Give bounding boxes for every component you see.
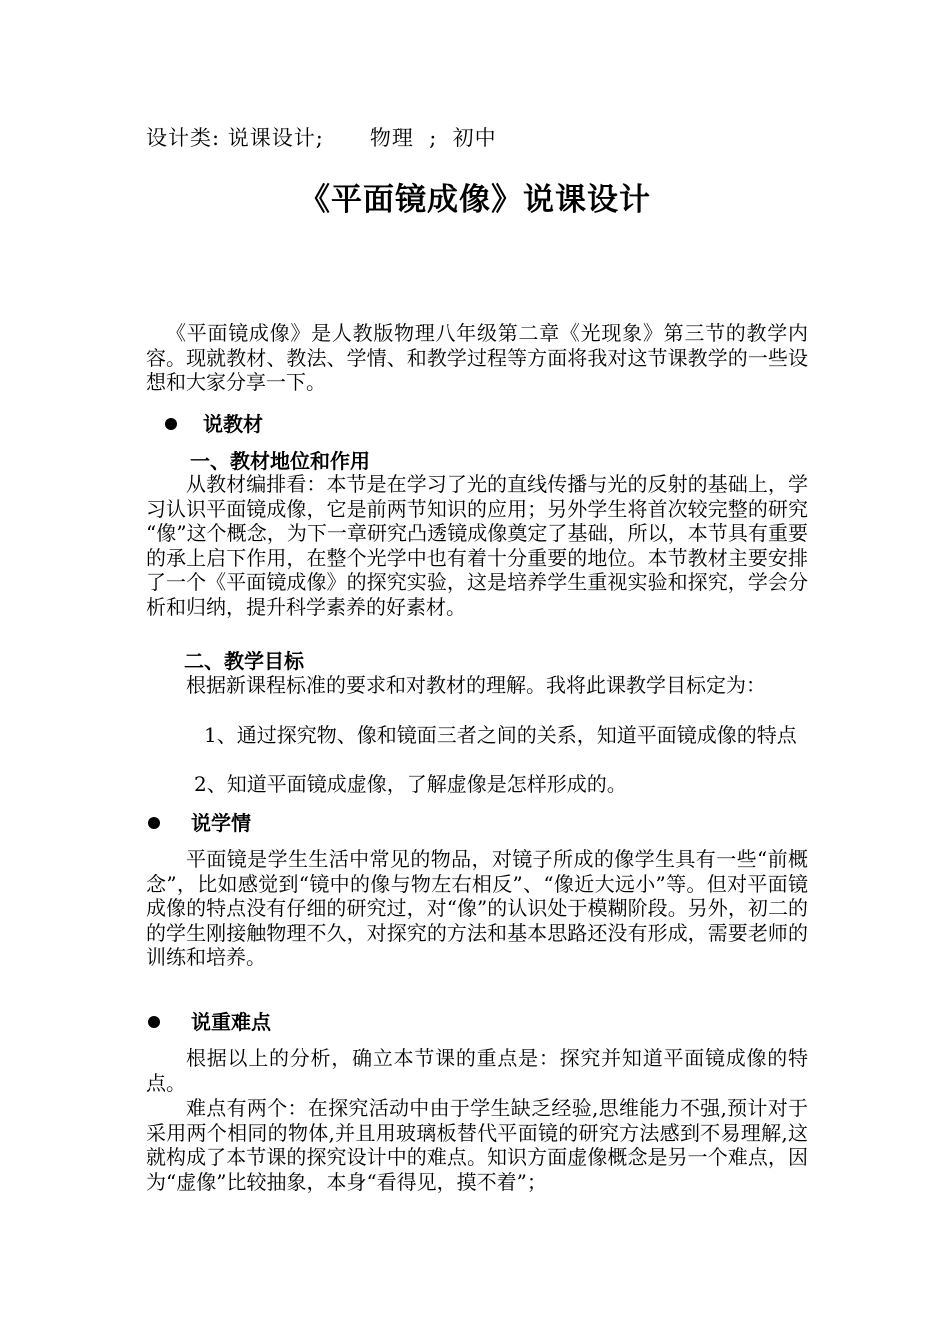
category-line: 设计类: 说课设计; 物理 ; 初中 [146, 126, 497, 150]
bullet-dot-icon [165, 418, 177, 430]
subheading-teaching-goals: 二、教学目标 [184, 649, 304, 673]
section-heading-label: 说学情 [191, 811, 251, 835]
bullet-dot-icon [148, 1016, 160, 1028]
page-title: 《平面镜成像》说课设计 [299, 182, 651, 218]
difficulty-paragraph: 难点有两个：在探究活动中由于学生缺乏经验,思维能力不强,预计对于采用两个相同的物体,并且用玻璃板替代平面镜的研究方法感到不易理解,这就构成了本节课的探究设计中的难点。知识方面虚像概念是另一个难点，因为“虚像”比较抽象，本身“看得见，摸不着”； [146, 1096, 808, 1194]
goal-item-1: 1、通过探究物、像和镜面三者之间的关系，知道平面镜成像的特点 [204, 723, 797, 747]
focus-paragraph: 根据以上的分析，确立本节课的重点是：探究并知道平面镜成像的特点。 [146, 1046, 808, 1095]
bullet-dot-icon [148, 817, 160, 829]
students-paragraph: 平面镜是学生生活中常见的物品，对镜子所成的像学生具有一些“前概念”，比如感觉到“镜中的像与物左右相反”、“像近大远小”等。但对平面镜成像的特点没有仔细的研究过，对“像”的认识处于模糊阶段。另外，初二的的学生刚接触物理不久，对探究的方法和基本思路还没有形成，需要老师的训练和培养。 [146, 847, 808, 969]
subheading-textbook-position: 一、教材地位和作用 [190, 449, 370, 473]
goal-item-2: 2、知道平面镜成虚像，了解虚像是怎样形成的。 [194, 772, 627, 796]
goals-intro-paragraph: 根据新课程标准的要求和对教材的理解。我将此课教学目标定为： [186, 673, 766, 697]
intro-paragraph: 《平面镜成像》是人教版物理八年级第二章《光现象》第三节的教学内容。现就教材、教法、学情、和教学过程等方面将我对这节课教学的一些设想和大家分享一下。 [146, 321, 808, 394]
section-heading-label: 说重难点 [191, 1010, 271, 1034]
textbook-position-paragraph: 从教材编排看：本节是在学习了光的直线传播与光的反射的基础上，学习认识平面镜成像，它是前两节知识的应用；另外学生将首次较完整的研究 “像”这个概念，为下一章研究凸透镜成像奠定了基础，所以，本节具有重要的承上启下作用，在整个光学中也有着十分重要的地位。本节教材主要安排了一个《平面镜成像》的探究实验，这是培养学生重视实验和探究，学会分析和归纳，提升科学素养的好素材。 [146, 472, 808, 619]
section-heading-label: 说教材 [203, 412, 263, 436]
